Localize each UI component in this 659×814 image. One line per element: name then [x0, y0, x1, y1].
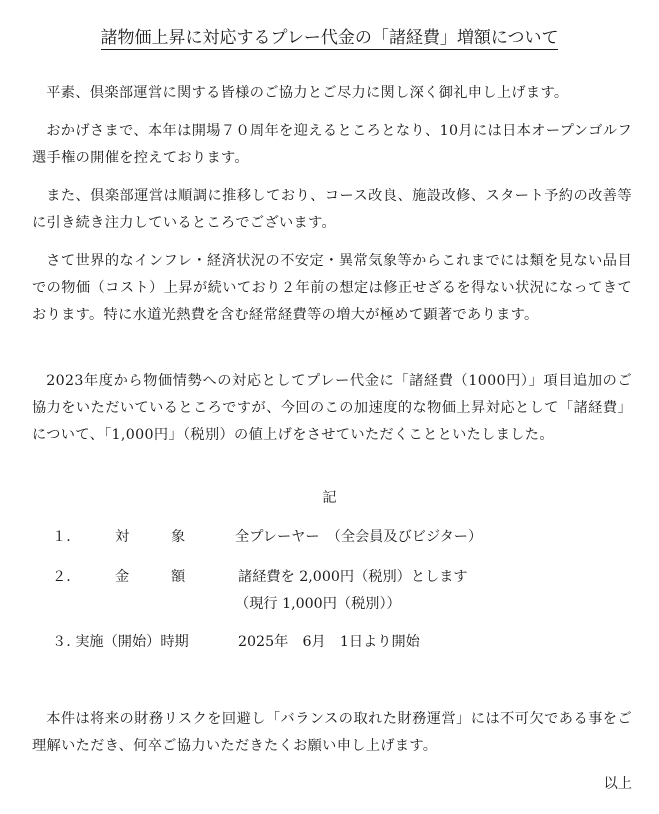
item1-value: 全プレーヤー （全会員及びビジター） — [235, 529, 483, 545]
item1-label-a: 対 — [115, 529, 130, 545]
item1-number: １. — [52, 529, 71, 545]
paragraph-greeting: 平素、倶楽部運営に関する皆様のご協力とご尽力に関し深く御礼申し上げます。 — [46, 85, 569, 101]
paragraph-operations: また、倶楽部運営は順調に推移しており、コース改良、施設改修、スタート予約の改善等に引き続き注力しているところでございます。 — [32, 188, 632, 231]
paragraph-anniversary: おかげさまで、本年は開場７０周年を迎えるところとなり、10月には日本オープンゴルフ選手権の開催を控えております。 — [32, 123, 632, 166]
paragraph-fee-increase: 2023年度から物価情勢への対応としてプレー代金に「諸経費（1000円）」項目追加のご協力をいただいているところですが、今回のこの加速度的な物価上昇対応として「諸経費」について、「1,000円」（税別）の値上げをさせていただくことといたしました。 — [32, 373, 632, 443]
document-title-text: 諸物価上昇に対応するプレー代金の「諸経費」増額について — [100, 28, 559, 48]
document-title — [0, 26, 659, 50]
item2-number: ２. — [52, 569, 71, 585]
item2-label-a: 金 — [115, 569, 130, 585]
paragraph-inflation: さて世界的なインフレ・経済状況の不安定・異常気象等からこれまでには類を見ない品目での物価（コスト）上昇が続いており２年前の想定は修正せざるを得ない状況になってきております。特に水道光熱費を含む経常経費等の増大が極めて顕著であります。 — [32, 253, 632, 323]
item2-label-b: 額 — [171, 569, 186, 585]
item2-value: 諸経費を 2,000円（税別）とします — [238, 569, 468, 585]
ijo-closing-mark: 以上 — [603, 776, 632, 792]
item3-value: 2025年 6月 1日より開始 — [238, 634, 420, 650]
item3-label: ３. 実施（開始）時期 — [52, 634, 189, 650]
ki-heading: 記 — [322, 490, 337, 506]
paragraph-closing: 本件は将来の財務リスクを回避し「バランスの取れた財務運営」には不可欠である事をご理解いただき、何卒ご協力いただきたくお願い申し上げます。 — [32, 711, 632, 754]
item1-label-b: 象 — [171, 529, 186, 545]
item2-note: （現行 1,000円（税別）） — [235, 596, 401, 612]
